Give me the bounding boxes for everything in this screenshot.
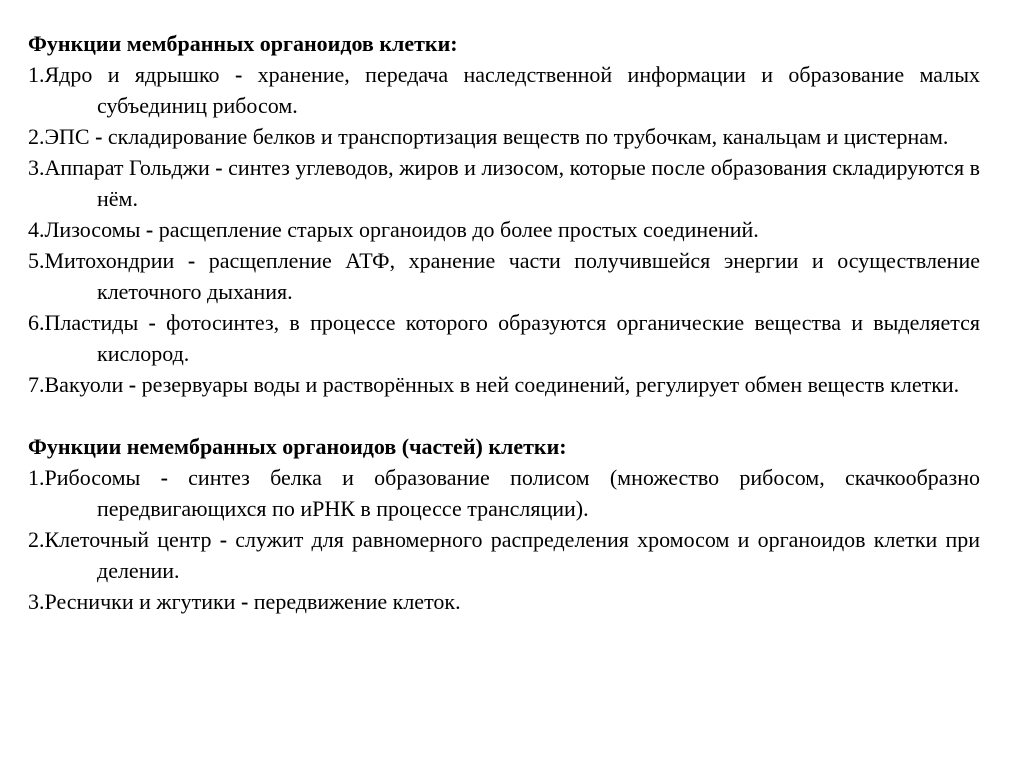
dash: - [219,527,228,552]
section2-title: Функции немембранных органоидов (частей) клетки: [28,434,567,459]
list-item [28,462,980,524]
organelle-name: Митохондрии [44,248,175,273]
organelle-function: хранение, передача наследственной информации и образование малых субъединиц рибосом. [97,62,981,118]
organelle-function: складирование белков и транспортизация веществ по трубочкам, канальцам и цистернам. [107,124,949,149]
section1-title: Функции мембранных органоидов клетки: [28,31,458,56]
dash: - [148,310,156,335]
list-item [28,245,980,307]
dash: - [95,124,103,149]
organelle-name: Аппарат Гольджи [44,155,210,180]
organelle-function: передвижение клеток. [253,589,461,614]
list-item [28,59,980,121]
item-number: 2. [28,527,45,552]
item-number: 1. [28,465,45,490]
item-number: 3. [28,155,45,180]
organelle-function: служит для равномерного распределения хромосом и органоидов клетки при делении. [97,527,981,583]
list-item [28,524,980,586]
item-number: 7. [28,372,45,397]
organelle-function: синтез белка и образование полисом (множество рибосом, скачкообразно передвигающихся по иРНК в процессе трансляции). [97,465,981,521]
list-item [28,214,980,245]
list-item [28,369,980,400]
list-item [28,586,980,617]
organelle-name: Вакуоли [44,372,124,397]
dash: - [234,62,243,87]
dash: - [187,248,196,273]
list-item [28,121,980,152]
section-spacer [28,400,980,431]
organelle-function: расщепление старых органоидов до более простых соединений. [158,217,759,242]
item-number: 5. [28,248,45,273]
dash: - [145,217,154,242]
dash: - [160,465,168,490]
dash: - [128,372,137,397]
list-item [28,152,980,214]
item-number: 6. [28,310,45,335]
organelle-name: Лизосомы [44,217,141,242]
slide [28,28,980,617]
organelle-function: резервуары воды и растворённых в ней соединений, регулирует обмен веществ клетки. [141,372,960,397]
item-number: 2. [28,124,45,149]
organelle-function: фотосинтез, в процессе которого образуются органические вещества и выделяется кислород. [97,310,981,366]
organelle-name: Клеточный центр [44,527,212,552]
dash: - [215,155,223,180]
item-number: 3. [28,589,45,614]
item-number: 1. [28,62,45,87]
organelle-name: Рибосомы [44,465,141,490]
non-membrane-organelles-list [28,462,980,617]
organelle-function: синтез углеводов, жиров и лизосом, которые после образования складируются в нём. [97,155,981,211]
dash: - [240,589,249,614]
organelle-name: Пластиды [44,310,139,335]
organelle-name: Ядро и ядрышко [44,62,220,87]
organelle-name: Реснички и жгутики [44,589,236,614]
organelle-function: расщепление АТФ, хранение части получившейся энергии и осуществление клеточного дыхания. [97,248,980,304]
membrane-organelles-list [28,59,980,400]
list-item [28,307,980,369]
item-number: 4. [28,217,45,242]
organelle-name: ЭПС [44,124,90,149]
